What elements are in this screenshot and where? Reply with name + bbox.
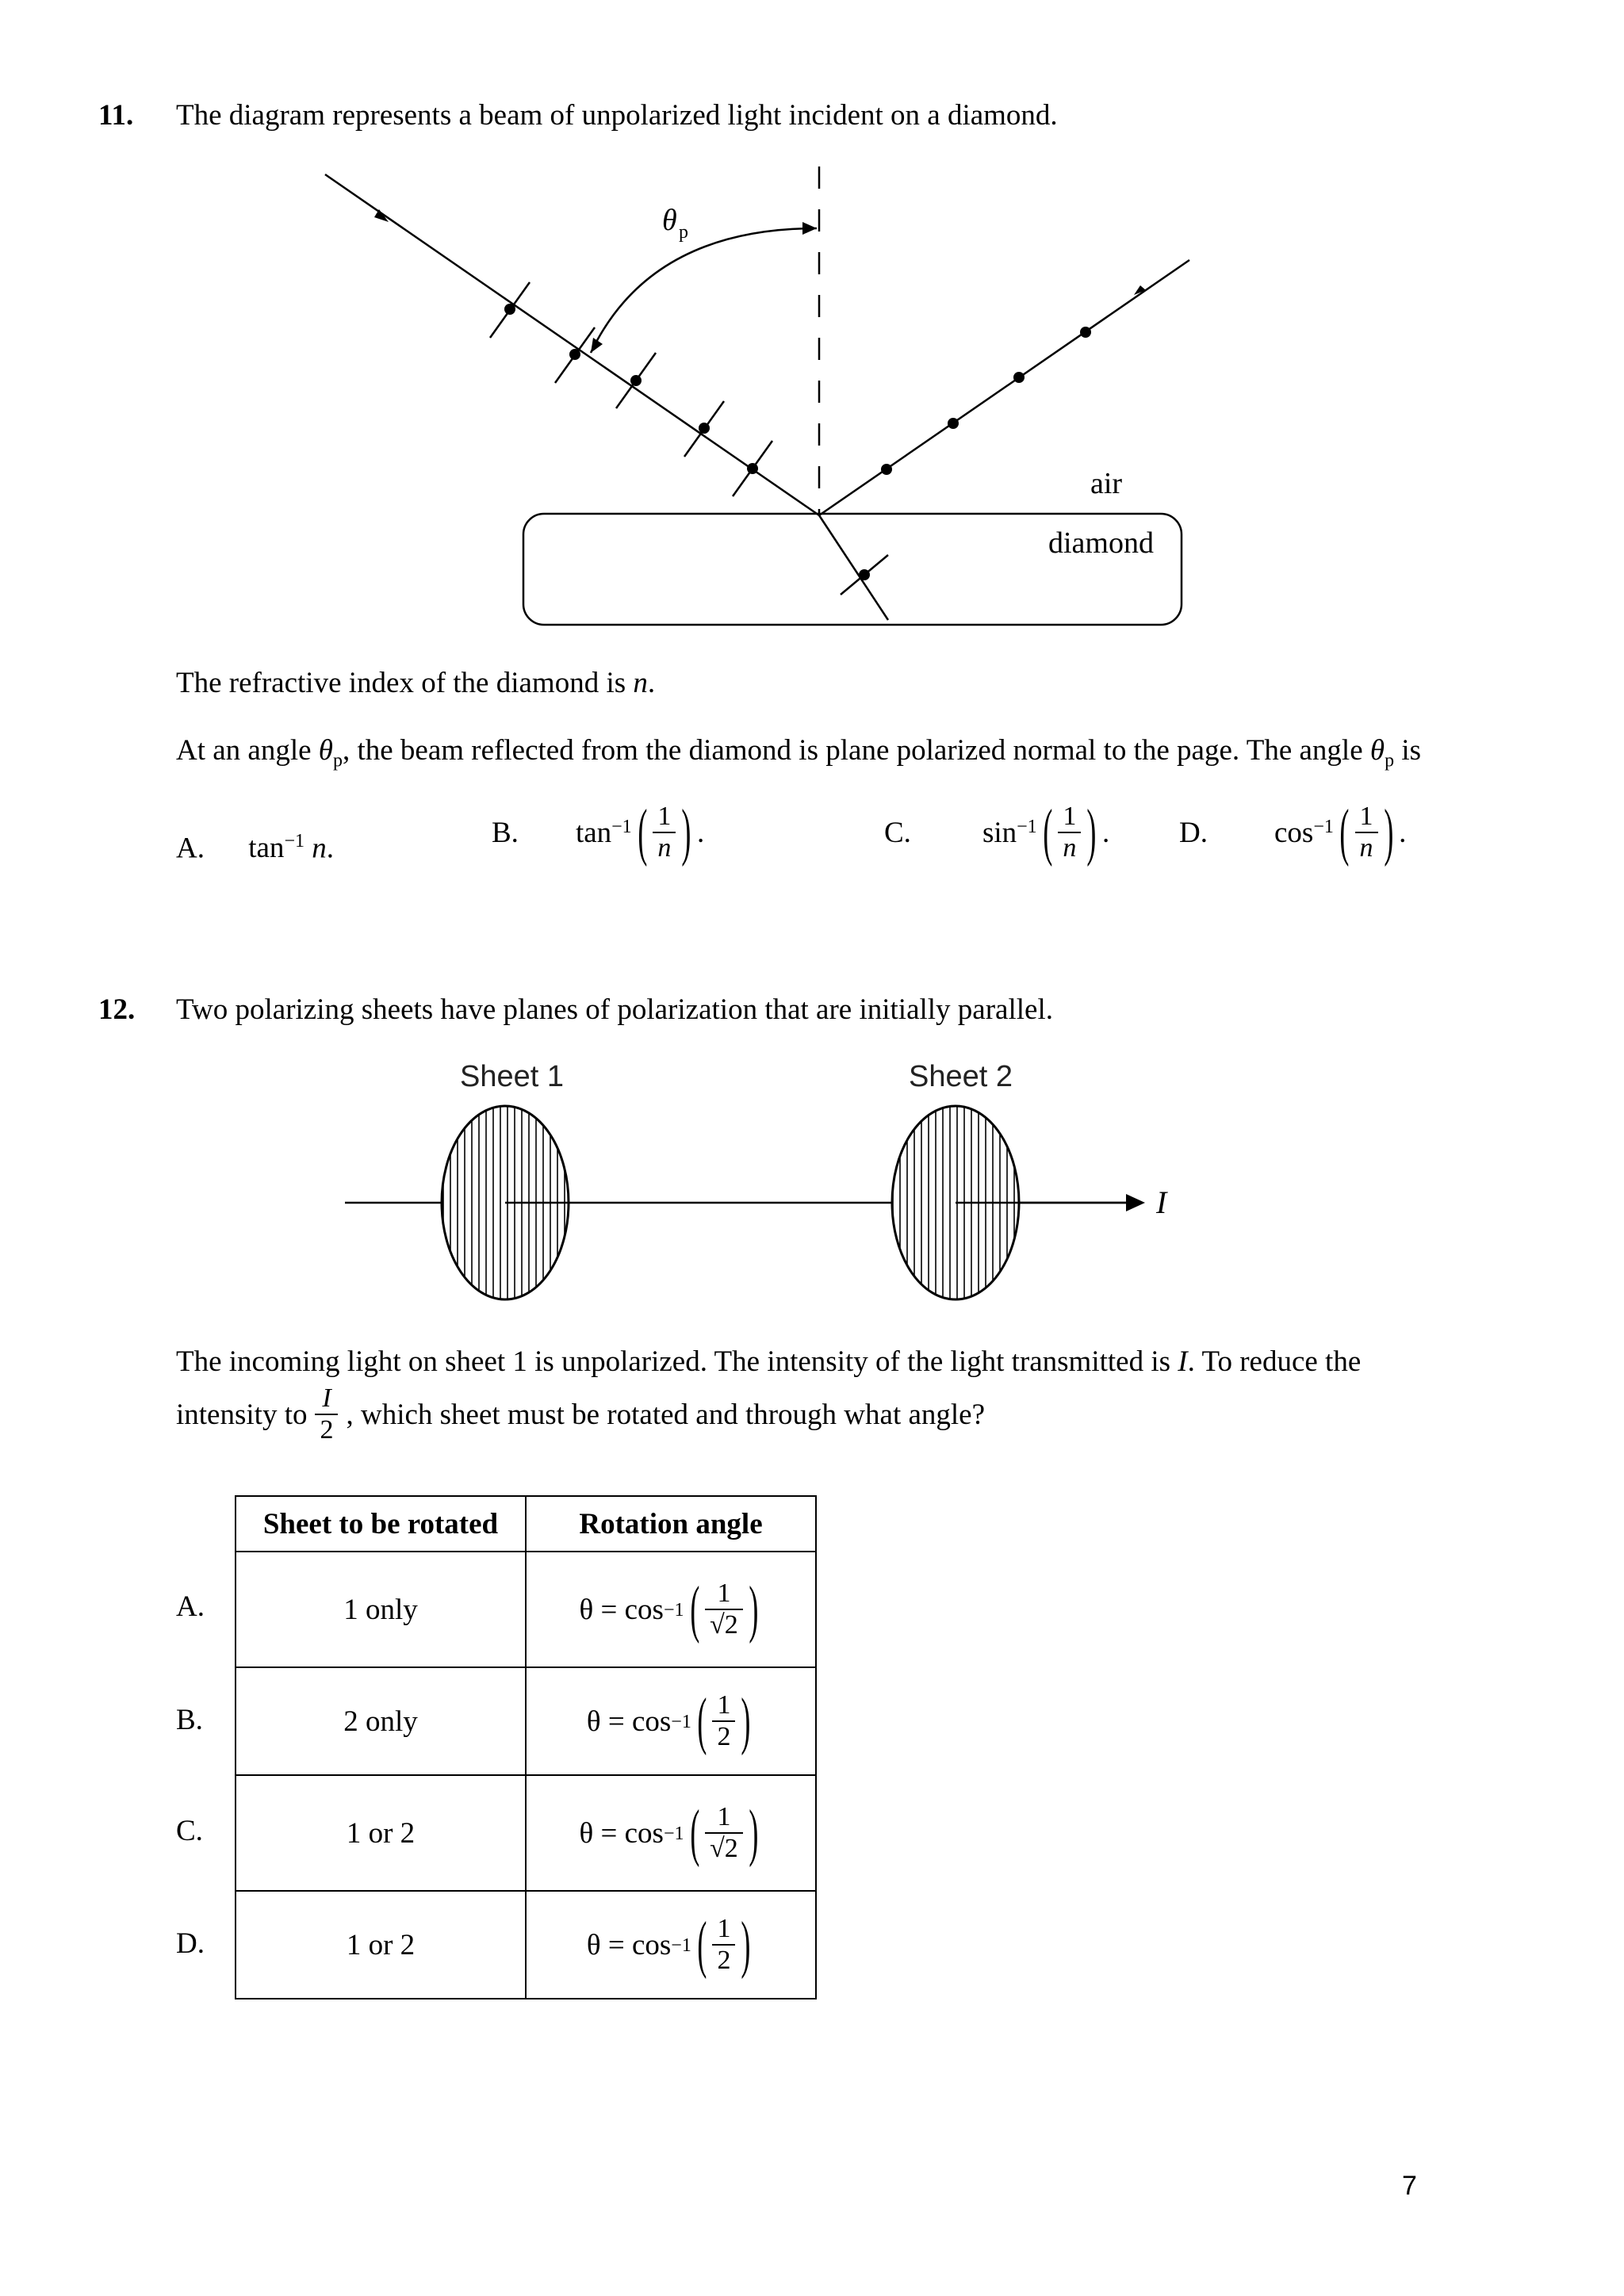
q11-angle-line: At an angle $\theta_p$, the beam reflected from the diamond is plane polarized normal to the page. The angle $\theta_p$ is	[176, 734, 1421, 771]
header-angle: Rotation angle	[526, 1496, 816, 1552]
q11-option-a[interactable]: A. $\tan^{-1} n$.	[176, 831, 334, 865]
header-sheet: Sheet to be rotated	[236, 1496, 526, 1552]
table-header-row	[236, 1496, 816, 1552]
angle-cell: θ = cos −1 ( $\frac{1}{2}$ )	[526, 1667, 816, 1775]
refracted-ray	[819, 515, 888, 620]
q12-question-line: intensity to $\frac{I}{2}$ , which sheet must be rotated and through what angle?	[176, 1383, 986, 1445]
q11-option-c[interactable]: C. sin −1 ( $\frac{1}{n}$ ) .	[884, 798, 1110, 867]
angle-label: θ	[662, 204, 677, 237]
sheet-cell: 2 only	[236, 1667, 526, 1775]
question-11-stem: The diagram represents a beam of unpolarized light incident on a diamond.	[176, 99, 1058, 132]
q12-option-b-letter[interactable]: B.	[176, 1704, 203, 1736]
page-number: 7	[1402, 2171, 1417, 2201]
table-row[interactable]	[236, 1667, 816, 1775]
output-intensity-label: I	[1156, 1184, 1167, 1220]
q11-refractive-index-line: The refractive index of the diamond is n.	[176, 667, 656, 699]
sheet-1-label: Sheet 1	[460, 1060, 564, 1093]
sheet-cell: 1 or 2	[236, 1775, 526, 1891]
question-12-number: 12.	[98, 993, 136, 1026]
q11-option-b[interactable]: B. tan −1 ( $\frac{1}{n}$ ) .	[492, 798, 705, 867]
sheet-2-label: Sheet 2	[909, 1060, 1013, 1093]
q12-answer-table	[235, 1495, 817, 1999]
diamond-label: diamond	[1048, 526, 1154, 560]
polarizing-sheets-diagram	[333, 1047, 1205, 1316]
incident-ray	[325, 174, 819, 515]
q12-option-c-letter[interactable]: C.	[176, 1815, 203, 1847]
angle-cell: θ = cos −1 ( $\frac{1}{√2}$ )	[526, 1775, 816, 1891]
q12-intensity-line: The incoming light on sheet 1 is unpolarized. The intensity of the light transmitted is I. To reduce the	[176, 1345, 1362, 1378]
angle-arc	[591, 228, 817, 353]
diamond-reflection-diagram	[301, 151, 1253, 642]
table-row[interactable]	[236, 1775, 816, 1891]
q11-option-d[interactable]: D. cos −1 ( $\frac{1}{n}$ ) .	[1179, 798, 1407, 867]
air-label: air	[1090, 467, 1123, 500]
table-row[interactable]	[236, 1552, 816, 1667]
table-row[interactable]	[236, 1891, 816, 1999]
angle-label-sub: p	[679, 222, 688, 243]
question-12-stem: Two polarizing sheets have planes of polarization that are initially parallel.	[176, 993, 1053, 1026]
reflected-ray	[819, 260, 1189, 515]
question-11-number: 11.	[98, 99, 134, 132]
angle-cell: θ = cos −1 ( $\frac{1}{√2}$ )	[526, 1552, 816, 1667]
angle-cell: θ = cos −1 ( $\frac{1}{2}$ )	[526, 1891, 816, 1999]
q12-option-a-letter[interactable]: A.	[176, 1590, 205, 1623]
sheet-cell: 1 or 2	[236, 1891, 526, 1999]
output-arrow-head	[1126, 1194, 1145, 1211]
sheet-cell: 1 only	[236, 1552, 526, 1667]
q12-option-d-letter[interactable]: D.	[176, 1927, 205, 1960]
